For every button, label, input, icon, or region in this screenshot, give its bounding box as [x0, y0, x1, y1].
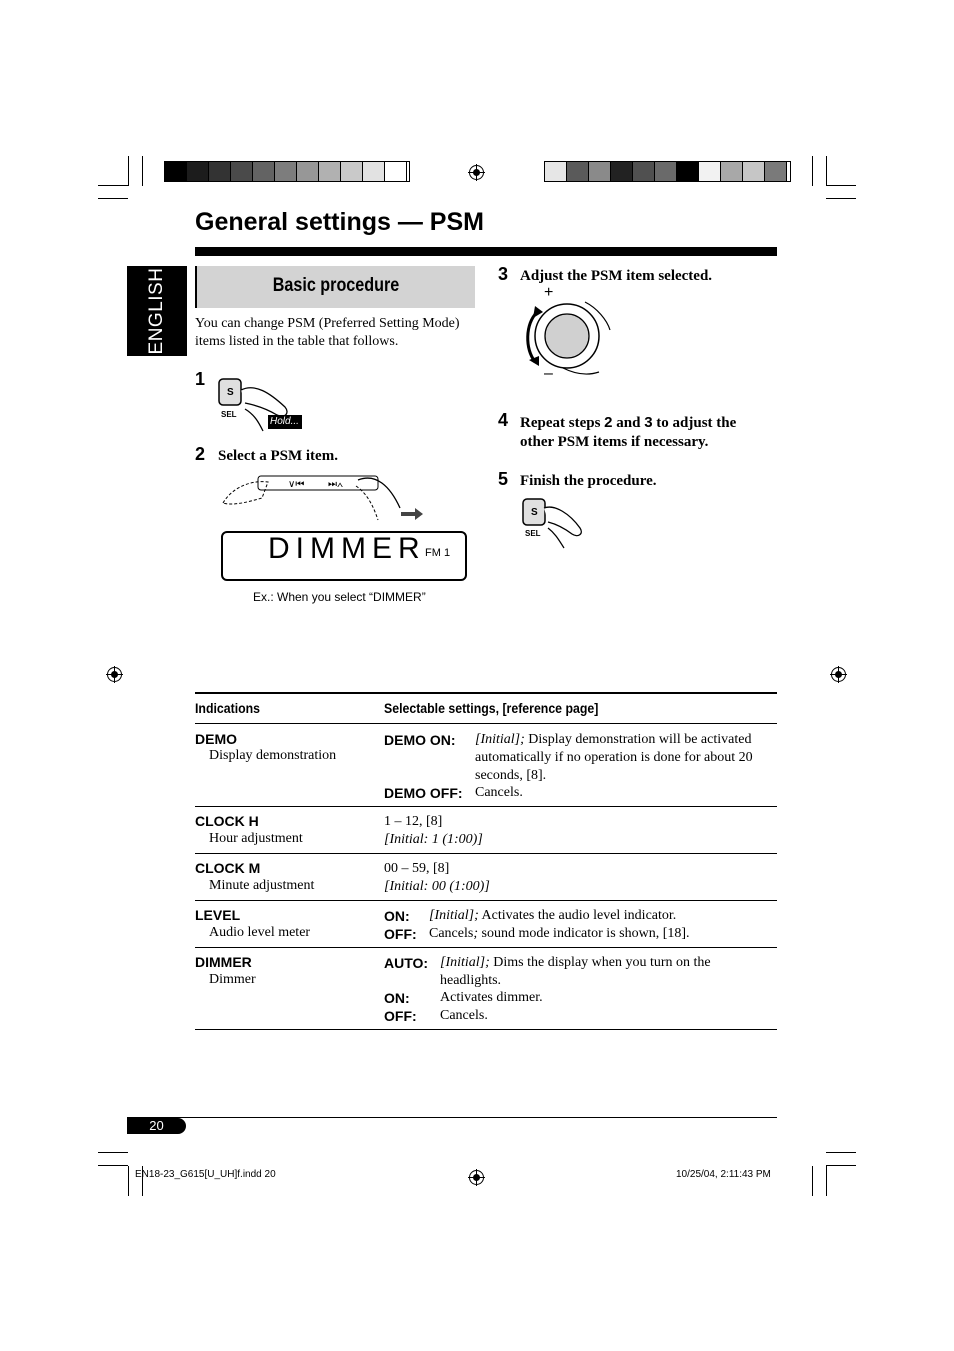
- color-swatch: [589, 162, 611, 181]
- setting-key: ON:: [384, 908, 410, 924]
- setting-desc: Cancels: [429, 926, 474, 941]
- crop-mark: [98, 198, 128, 199]
- hold-label: Hold...: [268, 415, 302, 429]
- crop-mark: [826, 1166, 827, 1196]
- language-label: ENGLISH: [146, 267, 167, 355]
- table-indication: DEMO: [195, 731, 237, 747]
- crop-mark: [826, 185, 856, 186]
- setting-desc: Display demonstration will be activated automatically if no operation is done for about 20 seconds, [8].: [475, 732, 753, 783]
- setting-text: Cancels.: [440, 1008, 488, 1023]
- table-description: Hour adjustment: [209, 831, 303, 846]
- sel-button-press-icon: [520, 496, 590, 551]
- crop-mark: [128, 156, 129, 186]
- color-bar-right: [544, 161, 791, 182]
- color-swatch: [319, 162, 341, 181]
- setting-text: [429, 907, 676, 925]
- color-swatch: [699, 162, 721, 181]
- table-indication: LEVEL: [195, 907, 241, 923]
- table-description: Minute adjustment: [209, 878, 315, 893]
- step-number: 4: [498, 410, 509, 430]
- title-rule: [195, 247, 777, 256]
- crop-mark: [826, 1152, 856, 1153]
- display-caption: Ex.: When you select “DIMMER”: [253, 590, 426, 604]
- setting-initial: [Initial];: [475, 732, 525, 747]
- table-top-rule: [195, 692, 777, 694]
- sel-button-label-top: S: [227, 387, 234, 398]
- color-swatch: [385, 162, 407, 181]
- crop-mark: [128, 1166, 129, 1196]
- color-swatch: [231, 162, 253, 181]
- page-number-tab: [127, 1118, 186, 1134]
- step-text-part: Repeat steps: [520, 415, 605, 431]
- crop-mark: [826, 1165, 856, 1166]
- color-swatch: [165, 162, 187, 181]
- setting-key: DEMO ON:: [384, 732, 456, 748]
- table-description: Audio level meter: [209, 925, 311, 940]
- knob-plus-label: +: [544, 284, 554, 301]
- setting-text: 1 – 12, [8]: [384, 814, 443, 829]
- step-number: 1: [195, 369, 206, 389]
- color-swatch: [341, 162, 363, 181]
- table-description: Display demonstration: [209, 748, 337, 763]
- knob-minus-label: –: [544, 365, 553, 382]
- step-ref: 3: [644, 414, 653, 431]
- language-tab: [127, 266, 187, 356]
- step-number: 3: [498, 264, 509, 284]
- step-number: 2: [195, 444, 206, 464]
- crop-mark: [826, 198, 856, 199]
- table-row-rule: [195, 806, 777, 807]
- step-text: [520, 413, 770, 452]
- table-header-settings: Selectable settings, [reference page]: [384, 700, 599, 716]
- color-swatch: [363, 162, 385, 181]
- registration-mark-icon: [830, 666, 847, 683]
- step-ref: 2: [604, 414, 613, 431]
- color-bar-left: [164, 161, 410, 182]
- step-text-part: to adjust the other PSM items if necessary.: [520, 415, 737, 450]
- setting-desc: Activates the audio level indicator.: [478, 908, 677, 923]
- step-text: Adjust the PSM item selected.: [520, 268, 713, 284]
- crop-mark: [142, 156, 143, 186]
- volume-knob-illustration: [515, 290, 615, 385]
- step-text-part: and: [612, 415, 645, 431]
- table-indication: DIMMER: [195, 954, 252, 970]
- setting-key: DEMO OFF:: [384, 785, 463, 801]
- section-heading: [195, 266, 475, 308]
- color-swatch: [545, 162, 567, 181]
- sel-button-label-top: S: [531, 507, 538, 518]
- color-swatch: [297, 162, 319, 181]
- display-text: DIMMER: [268, 532, 426, 565]
- table-indication: CLOCK H: [195, 813, 259, 829]
- crop-mark: [812, 156, 813, 186]
- table-indication: CLOCK M: [195, 860, 261, 876]
- crop-mark: [812, 1166, 813, 1196]
- color-swatch: [567, 162, 589, 181]
- color-swatch: [655, 162, 677, 181]
- color-swatch: [611, 162, 633, 181]
- crop-mark: [98, 1165, 128, 1166]
- setting-key: AUTO:: [384, 955, 429, 971]
- table-header-rule: [195, 723, 777, 724]
- setting-initial: [Initial];: [440, 955, 490, 970]
- setting-key: OFF:: [384, 1008, 417, 1024]
- setting-text: [429, 925, 690, 943]
- color-swatch: [275, 162, 297, 181]
- color-swatch: [743, 162, 765, 181]
- crop-mark: [98, 1152, 128, 1153]
- color-swatch: [765, 162, 787, 181]
- intro-text: You can change PSM (Preferred Setting Mode) items listed in the table that follows.: [195, 316, 460, 349]
- svg-text:⏭∧: ⏭∧: [328, 479, 344, 490]
- crop-mark: [98, 185, 128, 186]
- setting-text: 00 – 59, [8]: [384, 861, 450, 876]
- color-swatch: [721, 162, 743, 181]
- setting-key: ON:: [384, 990, 410, 1006]
- step-number: 5: [498, 469, 509, 489]
- setting-text: [475, 731, 770, 785]
- color-swatch: [209, 162, 231, 181]
- sel-button-label-bottom: SEL: [525, 529, 541, 538]
- step-text: Select a PSM item.: [218, 448, 338, 464]
- sel-button-label-bottom: SEL: [221, 410, 237, 419]
- table-row-rule: [195, 947, 777, 948]
- setting-initial: [Initial: 00 (1:00)]: [384, 879, 490, 894]
- registration-mark-icon: [468, 164, 485, 181]
- color-swatch: [677, 162, 699, 181]
- crop-mark: [826, 156, 827, 186]
- section-heading-label: Basic procedure: [272, 275, 400, 296]
- setting-desc: ;: [473, 926, 478, 941]
- table-row-rule: [195, 900, 777, 901]
- color-swatch: [253, 162, 275, 181]
- footer-rule: [127, 1117, 777, 1118]
- table-row-rule: [195, 853, 777, 854]
- table-description: Dimmer: [209, 972, 256, 987]
- up-down-buttons-illustration: [218, 468, 423, 523]
- setting-text: [440, 954, 740, 990]
- step-text: Finish the procedure.: [520, 473, 657, 489]
- table-bottom-rule: [195, 1029, 777, 1030]
- color-swatch: [187, 162, 209, 181]
- setting-desc: sound mode indicator is shown, [18].: [478, 926, 690, 941]
- color-swatch: [633, 162, 655, 181]
- footer-file: EN18-23_G615[U_UH]f.indd 20: [135, 1169, 276, 1180]
- setting-text: Activates dimmer.: [440, 990, 543, 1005]
- page-number: 20: [149, 1118, 164, 1133]
- setting-initial: [Initial];: [429, 908, 479, 923]
- registration-mark-icon: [106, 666, 123, 683]
- setting-initial: [Initial: 1 (1:00)]: [384, 832, 483, 847]
- registration-mark-icon: [468, 1169, 485, 1186]
- setting-text: Cancels.: [475, 785, 523, 800]
- page-title: General settings — PSM: [195, 208, 484, 236]
- display-band: FM 1: [425, 547, 451, 559]
- setting-desc: Dims the display when you turn on the headlights.: [440, 955, 711, 988]
- table-header-indications: Indications: [195, 700, 261, 716]
- setting-key: OFF:: [384, 926, 417, 942]
- svg-text:∨⏮: ∨⏮: [288, 479, 305, 490]
- footer-timestamp: 10/25/04, 2:11:43 PM: [676, 1169, 771, 1180]
